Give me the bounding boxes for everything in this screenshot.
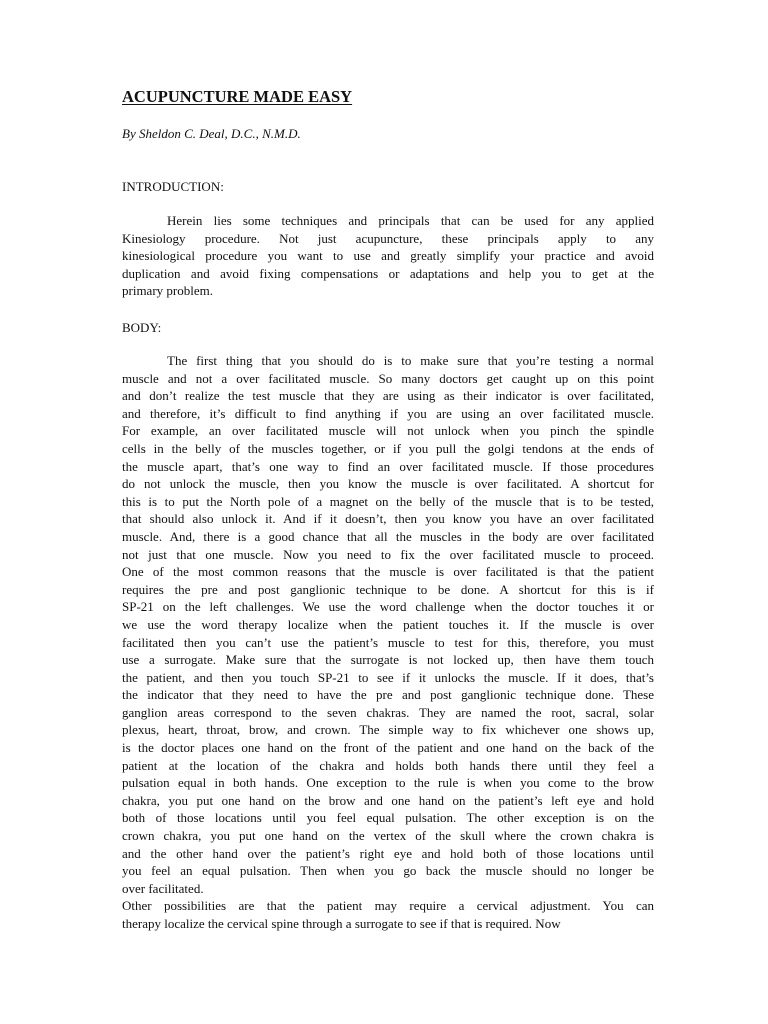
document-title: ACUPUNCTURE MADE EASY [122,87,353,106]
text-line: plexus, heart, throat, brow, and crown. The simple way to fix whichever one shows up, [122,722,654,738]
introduction-heading: INTRODUCTION: [122,179,224,194]
text-line: the patient, and then you touch SP-21 to see if it unlocks the muscle. If it does, that’s [122,669,654,685]
text-line: that should also unlock it. And if it doesn’t, then you know you have an over facilitated [122,511,654,527]
text-line: The first thing that you should do is to make sure that you’re testing a normal [167,353,654,368]
text-line: both of those locations until you feel equal pulsation. The other exception is on the [122,810,654,826]
text-line: kinesiological procedure you want to use and greatly simplify your practice and avoid [122,248,654,264]
text-line: crown chakra, you put one hand on the vertex of the skull where the crown chakra is [122,828,654,844]
text-line: ganglion areas correspond to the seven chakras. They are named the root, sacral, solar [122,704,654,720]
text-line: do not unlock the muscle, then you know the muscle is over facilitated. A shortcut for [122,476,654,492]
text-line: For example, an over facilitated muscle will not unlock when you pinch the spindle [122,423,654,439]
text-line: the muscle apart, that’s one way to find an over facilitated muscle. If those procedures [122,458,654,474]
text-line: and therefore, it’s difficult to find anything if you are using an over facilitated muscle. [122,405,654,421]
introduction-paragraph [122,212,654,300]
text-line: is the doctor places one hand on the front of the patient and one hand on the back of the [122,740,654,756]
text-line: not just that one muscle. Now you need to fix the over facilitated muscle to proceed. [122,546,654,562]
author-byline: By Sheldon C. Deal, D.C., N.M.D. [122,126,301,141]
text-line: muscle and not a over facilitated muscle. So many doctors get caught up on this point [122,370,654,386]
text-line: One of the most common reasons that the muscle is over facilitated is that the patient [122,564,654,580]
text-line: Other possibilities are that the patient may require a cervical adjustment. You can [122,898,654,914]
text-line: SP-21 on the left challenges. We use the word challenge when the doctor touches it or [122,599,654,615]
text-line: Kinesiology procedure. Not just acupuncture, these principals apply to any [122,230,654,246]
text-line: over facilitated. [122,880,204,896]
text-line: chakra, you put one hand on the brow and one hand on the patient’s left eye and hold [122,792,654,808]
text-line: pulsation equal in both hands. One exception to the rule is when you come to the brow [122,775,654,791]
text-line: Herein lies some techniques and principals that can be used for any applied [167,213,654,228]
text-line: primary problem. [122,283,213,299]
text-line: therapy localize the cervical spine through a surrogate to see if that is required. Now [122,916,561,931]
text-line: and don’t realize the test muscle that they are using as their indicator is over facilitated, [122,388,654,404]
text-line: and the other hand over the patient’s right eye and hold both of those locations until [122,845,654,861]
body-heading: BODY: [122,320,162,335]
body-paragraph [122,352,654,933]
text-line: patient at the location of the chakra and holds both hands there until they feel a [122,757,654,773]
text-line: we use the word therapy localize when the patient touches it. If the muscle is over [122,616,654,632]
text-line: requires the pre and post ganglionic technique to be done. A shortcut for this is if [122,581,654,597]
text-line: you feel an equal pulsation. Then when you go back the muscle should no longer be [122,863,654,879]
text-line: duplication and avoid fixing compensations or adaptations and help you to get at the [122,265,654,281]
text-line: facilitated then you can’t use the patient’s muscle to test for this, therefore, you must [122,634,654,650]
text-line: muscle. And, there is a good chance that all the muscles in the body are over facilitated [122,528,654,544]
text-line: this is to put the North pole of a magnet on the belly of the muscle that is to be tested, [122,493,654,509]
text-line: use a surrogate. Make sure that the surrogate is not locked up, then have them touch [122,652,654,668]
text-line: cells in the belly of the muscles together, or if you pull the golgi tendons at the ends of [122,440,654,456]
text-line: the indicator that they need to have the pre and post ganglionic technique done. These [122,687,654,703]
